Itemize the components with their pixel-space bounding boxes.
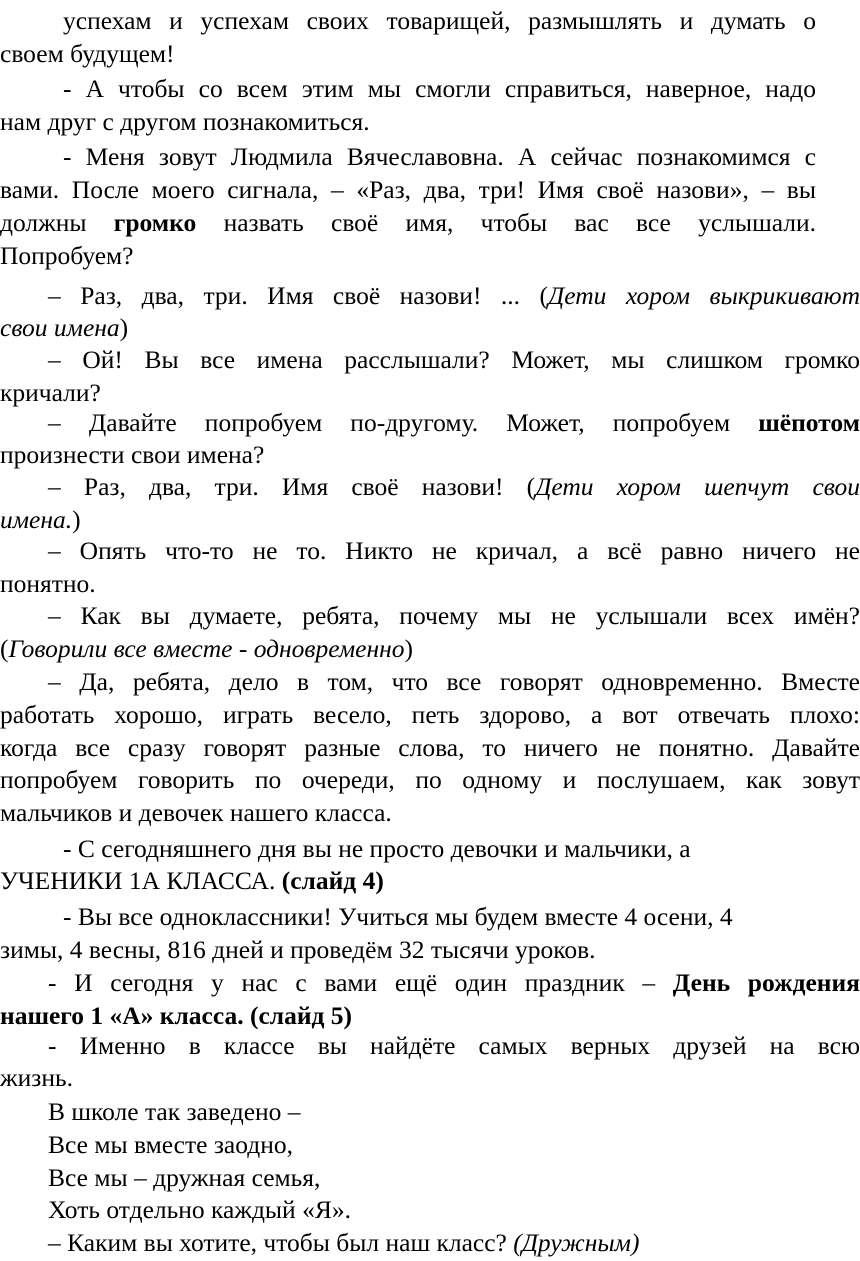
text-line: [0, 343, 860, 378]
bold-phrase: День рождения: [672, 968, 860, 998]
text-run: когда все сразу говорят разные слова, то ничего не понятно. Давайте: [0, 732, 860, 762]
text-run: нам друг с другом познакомиться.: [0, 106, 370, 136]
text-line: [0, 900, 816, 935]
text-run: ): [119, 313, 129, 343]
text-run: УЧЕНИКИ 1А КЛАССА.: [0, 866, 282, 896]
italic-remark: Дети хором шепчут свои: [535, 471, 860, 501]
text-run: кричали?: [0, 377, 101, 407]
text-line: [0, 37, 816, 72]
bold-word: шёпотом: [758, 407, 860, 437]
text-run: жизнь.: [0, 1063, 73, 1093]
poem-line: [0, 1128, 816, 1163]
poem-line: [0, 1161, 816, 1196]
text-line: [0, 173, 816, 208]
text-run: В школе так заведено –: [48, 1096, 301, 1126]
text-run: ): [404, 633, 414, 663]
poem-line: [0, 1095, 816, 1130]
text-run: успехам и успехам своих товарищей, размышлять и думать о: [63, 6, 816, 35]
text-run: - Меня зовут Людмила Вячеславовна. А сейчас познакомимся с: [63, 142, 816, 172]
text-line: [0, 796, 816, 831]
text-run: Все мы вместе заодно,: [48, 1129, 293, 1159]
text-line: [0, 72, 816, 107]
text-run: – Каким вы хотите, чтобы был наш класс?: [48, 1228, 514, 1257]
italic-remark: имена.: [0, 504, 73, 534]
italic-remark: свои имена: [0, 313, 120, 343]
text-run: – Как вы думаете, ребята, почему мы не услышали всех имён?: [48, 600, 860, 630]
text-line: [0, 105, 816, 140]
text-run: произнести свои имена?: [0, 440, 265, 470]
text-line: [0, 311, 816, 346]
text-line: [0, 698, 860, 733]
bold-word: громко: [113, 207, 197, 237]
text-line: [0, 470, 860, 505]
text-run: мальчиков и девочек нашего класса.: [0, 798, 392, 828]
poem-line: [0, 1193, 816, 1228]
text-line: [0, 665, 860, 700]
text-run: ): [72, 504, 81, 534]
bold-phrase: нашего 1 «А» класса. (слайд 5): [0, 1000, 353, 1030]
text-line: [0, 966, 860, 1001]
text-line: [0, 933, 816, 968]
text-run: Все мы – дружная семья,: [48, 1162, 321, 1192]
text-line: [0, 140, 816, 175]
text-line: [0, 731, 860, 766]
text-run: – Да, ребята, дело в том, что все говорят одновременно. Вместе: [48, 667, 860, 696]
text-line: [0, 1061, 816, 1096]
text-run: работать хорошо, играть весело, петь здорово, а вот отвечать плохо:: [0, 699, 860, 729]
text-line: [0, 438, 816, 473]
text-line: [0, 239, 816, 274]
text-run: Попробуем?: [0, 240, 134, 270]
italic-remark: (Дружным): [513, 1228, 640, 1257]
text-line: [0, 279, 860, 314]
text-run: – Опять что-то не то. Никто не кричал, а всё равно ничего не: [48, 536, 860, 566]
italic-remark: Дети хором выкрикивают: [547, 280, 860, 310]
text-run: зимы, 4 весны, 816 дней и проведём 32 тысячи уроков.: [0, 934, 596, 964]
text-run: - И сегодня у нас с вами ещё один праздник –: [48, 968, 673, 998]
text-run: Хоть отдельно каждый «Я».: [48, 1195, 351, 1225]
text-run: вами. После моего сигнала, – «Раз, два, три! Имя своё назови», – вы: [0, 175, 816, 205]
text-run: - Вы все одноклассники! Учиться мы будем вместе 4 осени, 4: [63, 901, 733, 931]
text-run: - А чтобы со всем этим мы смогли справиться, наверное, надо: [63, 74, 816, 104]
text-line: [0, 1029, 860, 1064]
text-run: – Давайте попробуем по-другому. Может, попробуем: [48, 407, 759, 437]
text-run: попробуем говорить по очереди, по одному и послушаем, как зовут: [0, 765, 860, 795]
text-run: понятно.: [0, 569, 96, 599]
slide-marker: (слайд 4): [281, 866, 384, 896]
text-line: [0, 832, 816, 867]
italic-remark: Говорили все вместе - одновременно: [8, 633, 405, 663]
text-run: – Раз, два, три. Имя своё назови! ... (: [48, 280, 548, 310]
text-run: - С сегодняшнего дня вы не просто девочки и мальчики, а: [63, 833, 691, 863]
text-run: должны: [0, 207, 114, 237]
text-run: - Именно в классе вы найдёте самых верных друзей на всю: [48, 1030, 860, 1060]
text-run: (: [0, 633, 9, 663]
text-line: [0, 4, 816, 39]
text-line: [0, 206, 816, 241]
text-run: назвать своё имя, чтобы вас все услышали.: [196, 207, 816, 237]
text-line: [0, 406, 860, 441]
text-line: [0, 763, 860, 798]
text-line: [0, 567, 816, 602]
text-line: [0, 599, 860, 634]
text-line: [0, 534, 860, 569]
text-run: своем будущем!: [0, 38, 175, 68]
text-line: [0, 1226, 816, 1261]
text-run: – Раз, два, три. Имя своё назови! (: [48, 471, 536, 501]
text-run: – Ой! Вы все имена расслышали? Может, мы слишком громко: [48, 345, 860, 374]
text-line: [0, 632, 816, 667]
text-line: [0, 864, 816, 899]
text-line: [0, 503, 816, 538]
